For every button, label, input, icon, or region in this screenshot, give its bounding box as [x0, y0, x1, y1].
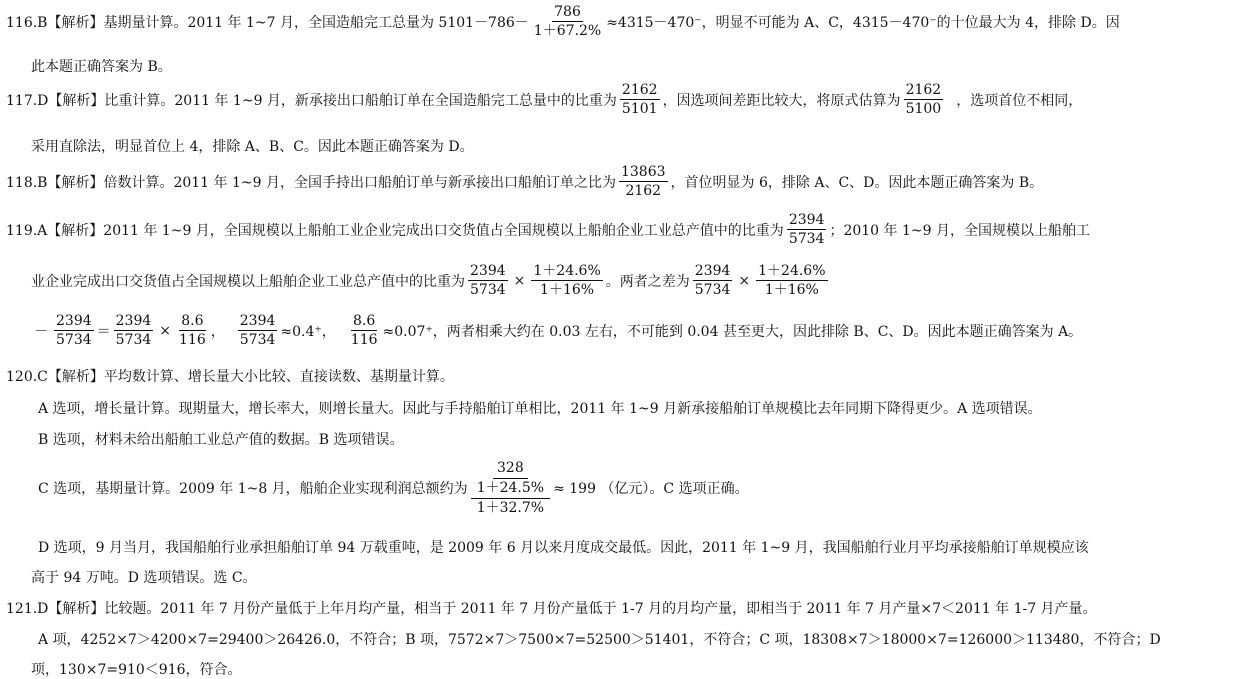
q119-line-3-fraction-1-numerator: 2394	[54, 313, 94, 331]
q119-line-3-tail: ≈0.07⁺，两者相乘大约在 0.03 左右，不可能到 0.04 甚至更大，因此排除 B、C、D。因此本题正确答案为 A。	[382, 323, 1083, 340]
q119-line-3-fraction-4-numerator: 2394	[238, 313, 278, 331]
q120-option-b-text: B 选项，材料未给出船舶工业总产值的数据。B 选项错误。	[38, 432, 404, 448]
q120-compound-fraction	[471, 460, 550, 516]
q119-line-3-fraction-3-numerator: 8.6	[179, 313, 205, 331]
q120-option-b	[38, 429, 403, 449]
q117-fraction-1	[620, 82, 660, 117]
q119-line-3-fraction-5-denominator: 116	[350, 332, 378, 349]
q119-text-a: 119.A【解析】2011 年 1~9 月，全国规模以上船舶工业企业完成出口交货值占全国规模以上船舶企业工业总产值中的比重为	[6, 222, 784, 239]
q120-inner-fraction-numerator: 328	[493, 460, 528, 479]
q120-compound-fraction-numerator	[471, 460, 550, 499]
q119-line-2-fraction-2-numerator: 1＋24.6%	[531, 263, 602, 281]
q120-inner-fraction-denominator: 1＋24.5%	[476, 480, 545, 497]
q120-option-c	[38, 460, 749, 516]
q117-fraction-1-numerator: 2162	[620, 82, 660, 100]
q117-line-2	[31, 136, 474, 156]
q120-option-c-text-b: ≈ 199 （亿元）。C 选项正确。	[553, 481, 749, 498]
q117-fraction-2	[904, 82, 944, 117]
q119-line-2-fraction-1	[468, 263, 508, 298]
q119-line-3-fraction-2-denominator: 5734	[115, 332, 152, 349]
q116-text-b: ≈4315－470⁻，明显不可能为 A、C，4315－470⁻的十位最大为 4，排除 D。因	[606, 14, 1120, 31]
q118-fraction-numerator: 13863	[619, 164, 668, 182]
q121-line-3	[31, 659, 242, 679]
q119-fraction-1-denominator: 5734	[788, 231, 825, 248]
q118-text-b: ，首位明显为 6，排除 A、C、D。因此本题正确答案为 B。	[670, 174, 1044, 191]
q119-times-sign-3: ×	[159, 322, 172, 339]
q119-line-2-fraction-3	[693, 263, 733, 298]
q120-compound-fraction-denominator: 1＋32.7%	[476, 500, 545, 517]
q116-fraction	[532, 4, 603, 39]
q120-option-a	[38, 398, 1042, 418]
q116-text-a: 116.B【解析】基期量计算。2011 年 1~7 月，全国造船完工总量为 5101－786－	[6, 14, 529, 31]
q120-option-d-line-1	[38, 537, 1089, 557]
q119-line-2-fraction-1-numerator: 2394	[468, 263, 508, 281]
q119-line-2	[31, 263, 831, 298]
q121-head	[6, 598, 1097, 618]
q121-line-2-text: A 项，4252×7＞4200×7=29400＞26426.0，不符合；B 项，7572×7＞7500×7=52500＞51401，不符合；C 项，18308×7＞18000×7=126000＞113480，不符合；D	[38, 632, 1161, 648]
q119-times-sign-1: ×	[513, 272, 526, 289]
q119-line-2-fraction-4-denominator: 1＋16%	[764, 282, 819, 299]
q119-line-3-fraction-3	[177, 313, 208, 348]
q119-comma: ，	[210, 323, 225, 340]
q117-text-a: 117.D【解析】比重计算。2011 年 1~9 月，新承接出口船舶订单在全国造船完工总量中的比重为	[6, 92, 617, 109]
q120-inner-fraction	[475, 460, 546, 496]
q119-minus-sign: －	[34, 323, 48, 340]
q119-line-3-fraction-5	[349, 313, 380, 348]
q121-line-2	[38, 629, 1161, 649]
q119-line-3-fraction-5-numerator: 8.6	[351, 313, 377, 331]
q119-line-2-text-b: 。两者之差为	[605, 273, 690, 290]
q120-head	[6, 366, 454, 386]
q119-fraction-1-numerator: 2394	[787, 212, 827, 230]
q116-line-2	[31, 56, 172, 76]
q119-line-3-fraction-4	[238, 313, 278, 348]
q119-line-3-fraction-3-denominator: 116	[179, 332, 206, 349]
q119-line-2-fraction-3-denominator: 5734	[694, 282, 731, 299]
q121-head-text: 121.D【解析】比较题。2011 年 7 月份产量低于上年月均产量，相当于 2011 年 7 月份产量低于 1-7 月的月均产量，即相当于 2011 年 7 月产量×7＜2011 年 1-7 月产量。	[6, 601, 1097, 617]
q121-line-3-text: 项，130×7=910＜916，符合。	[31, 662, 242, 678]
q120-option-a-text: A 选项，增长量计算。现期量大，增长率大，则增长量大。因此与手持船舶订单相比，2011 年 1~9 月新承接船舶订单规模比去年同期下降得更少。A 选项错误。	[38, 401, 1042, 417]
q120-option-d-line-2	[31, 567, 257, 587]
q119-line-2-fraction-2	[531, 263, 602, 298]
q120-head-text: 120.C【解析】平均数计算、增长量大小比较、直接读数、基期量计算。	[6, 369, 454, 385]
q119-fraction-1	[787, 212, 827, 247]
q117-line-1	[6, 82, 1082, 117]
q119-line-2-fraction-4-numerator: 1＋24.6%	[756, 263, 827, 281]
q119-line-3	[31, 313, 1082, 348]
q117-text-b: ，因选项间差距比较大，将原式估算为	[662, 92, 901, 109]
q117-text-c: ，选项首位不相同，	[956, 92, 1083, 109]
q117-fraction-2-denominator: 5100	[905, 101, 942, 118]
q119-line-2-fraction-3-numerator: 2394	[693, 263, 733, 281]
q118-text-a: 118.B【解析】倍数计算。2011 年 1~9 月，全国手持出口船舶订单与新承接出口船舶订单之比为	[6, 174, 616, 191]
q119-line-3-fraction-1	[54, 313, 94, 348]
q120-option-d-text-2: 高于 94 万吨。D 选项错误。选 C。	[31, 570, 257, 586]
q116-fraction-numerator: 786	[552, 4, 583, 22]
q119-text-b: ；2010 年 1~9 月，全国规模以上船舶工	[829, 222, 1090, 239]
q120-option-d-text-1: D 选项，9 月当月，我国船舶行业承担船舶订单 94 万载重吨，是 2009 年 6 月以来月度成交最低。因此，2011 年 1~9 月，我国船舶行业月平均承接船舶订单规模应该	[38, 540, 1089, 556]
q119-line-2-fraction-1-denominator: 5734	[470, 282, 506, 299]
q119-line-1	[6, 212, 1090, 247]
q117-line-2-text: 采用直除法，明显首位上 4，排除 A、B、C。因此本题正确答案为 D。	[31, 139, 474, 155]
q119-line-2-text-a: 业企业完成出口交货值占全国规模以上船舶企业工业总产值中的比重为	[31, 273, 465, 290]
q119-line-3-fraction-2-numerator: 2394	[114, 313, 154, 331]
q119-line-3-fraction-1-denominator: 5734	[56, 332, 92, 349]
q118-line-1	[6, 164, 1043, 199]
q117-fraction-1-denominator: 5101	[621, 101, 658, 118]
q119-equals-sign: ＝	[96, 323, 111, 340]
q116-fraction-denominator: 1＋67.2%	[533, 23, 602, 40]
q120-option-c-text-a: C 选项，基期量计算。2009 年 1~8 月，船舶企业实现利润总额约为	[38, 481, 468, 498]
q116-line-2-text: 此本题正确答案为 B。	[31, 59, 172, 75]
q119-times-sign-2: ×	[738, 272, 751, 289]
q117-fraction-2-numerator: 2162	[904, 82, 944, 100]
q118-fraction-denominator: 2162	[625, 183, 662, 200]
q119-line-2-fraction-2-denominator: 1＋16%	[540, 282, 595, 299]
q119-line-2-fraction-4	[756, 263, 827, 298]
q119-approx-1: ≈0.4⁺，	[280, 323, 336, 340]
q119-line-3-fraction-2	[114, 313, 154, 348]
q118-fraction	[619, 164, 668, 199]
q116-line-1	[6, 4, 1120, 39]
q119-line-3-fraction-4-denominator: 5734	[239, 332, 276, 349]
